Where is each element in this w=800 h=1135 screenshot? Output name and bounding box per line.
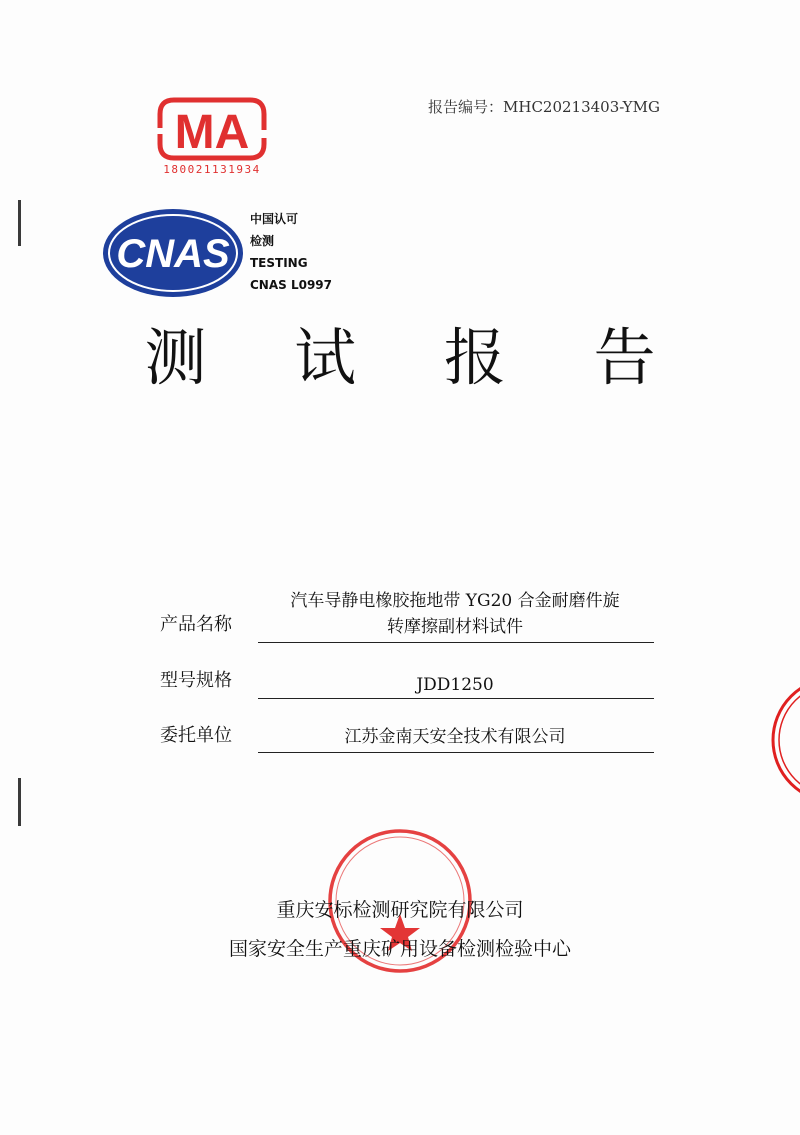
- cnas-accreditation-logo: [98, 205, 248, 300]
- product-name-value-line-2: 转摩擦副材料试件: [387, 617, 523, 637]
- issuer-name-1: 重庆安标检测研究院有限公司: [276, 899, 524, 921]
- model-spec-value: JDD1250: [416, 675, 494, 695]
- cnas-caption-line-2: 检测: [250, 234, 275, 248]
- cnas-caption-line-4: CNAS L0997: [250, 278, 333, 292]
- cnas-logo-text: CNAS: [116, 232, 230, 276]
- scan-edge-mark-top: [18, 200, 21, 246]
- cnas-caption: [250, 208, 332, 296]
- cnas-caption-line-1: 中国认可: [250, 212, 299, 226]
- ma-certificate-number: 180021131934: [163, 163, 261, 176]
- product-name-label: 产品名称: [160, 614, 232, 635]
- model-spec-underline: [258, 698, 654, 699]
- issuer-name-2: 国家安全生产重庆矿用设备检测检验中心: [228, 938, 571, 960]
- product-name-underline: [258, 642, 654, 643]
- document-title: 测 试 报 告: [144, 321, 690, 394]
- model-spec-label: 型号规格: [160, 670, 232, 691]
- ma-logo-text: MA: [174, 106, 250, 159]
- client-value: 江苏金南天安全技术有限公司: [344, 727, 566, 747]
- partial-seal-right-edge: [760, 670, 800, 810]
- client-underline: [258, 752, 654, 753]
- scan-edge-mark-bottom: [18, 778, 21, 826]
- product-name-value-line-1: 汽车导静电橡胶拖地带 YG20 合金耐磨件旋: [290, 591, 620, 611]
- cnas-caption-line-3: TESTING: [250, 256, 308, 270]
- report-number: 报告编号：MHC20213403-YMG: [428, 98, 660, 116]
- client-label: 委托单位: [160, 725, 232, 746]
